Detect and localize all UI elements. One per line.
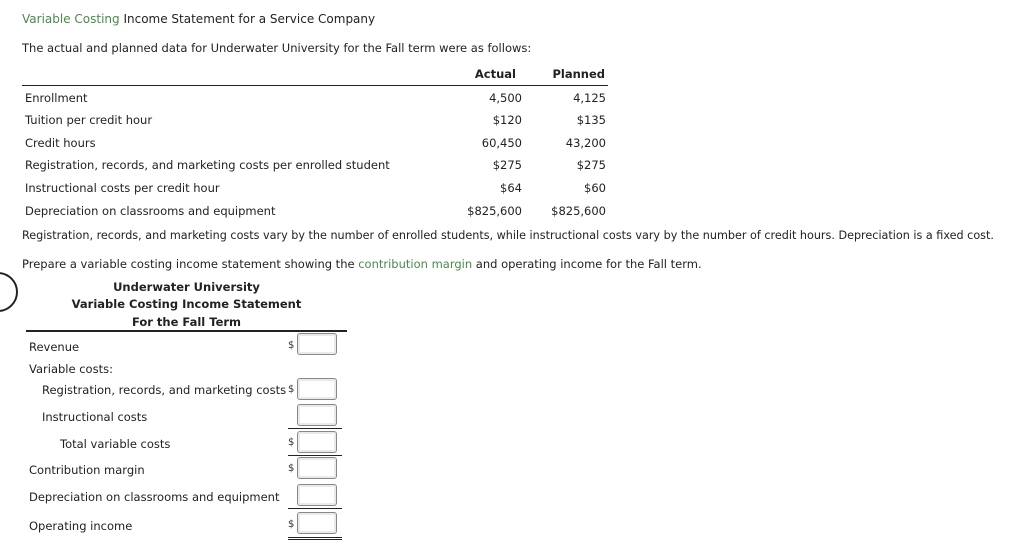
depreciation-rule: [288, 508, 342, 509]
row-label-credit-hours: Credit hours: [25, 136, 96, 150]
intro-text: The actual and planned data for Underwater University for the Fall term were as follows:: [22, 41, 532, 55]
total-variable-dollar: $: [288, 437, 295, 448]
page-title: [22, 12, 375, 26]
contribution-margin-input[interactable]: [297, 457, 337, 479]
row-actual-instructional: $64: [500, 181, 522, 195]
revenue-input[interactable]: [297, 333, 337, 355]
row-actual-depreciation: $825,600: [467, 204, 522, 218]
row-label-depreciation: Depreciation on classrooms and equipment: [25, 204, 276, 218]
statement-period: For the Fall Term: [131, 315, 242, 329]
title-link[interactable]: Variable Costing: [22, 12, 120, 26]
depreciation-label: Depreciation on classrooms and equipment: [29, 490, 280, 504]
revenue-label: Revenue: [29, 340, 80, 354]
prompt-before: Prepare a variable costing income statement showing the: [22, 257, 359, 271]
row-planned-instructional: $60: [584, 181, 606, 195]
registration-dollar: $: [288, 384, 295, 395]
operating-income-label: Operating income: [29, 519, 133, 533]
step-indicator-circle: [0, 272, 18, 312]
revenue-dollar: $: [288, 340, 295, 351]
table-header-rule: [22, 85, 608, 86]
contribution-margin-dollar: $: [288, 463, 295, 474]
row-actual-enrollment: 4,500: [489, 91, 522, 105]
operating-income-input[interactable]: [297, 512, 337, 534]
row-label-instructional: Instructional costs per credit hour: [25, 181, 220, 195]
subtotal-rule: [288, 428, 342, 429]
final-double-rule: [288, 537, 342, 540]
instructional-input[interactable]: [297, 404, 337, 426]
row-planned-depreciation: $825,600: [551, 204, 606, 218]
row-actual-tuition: $120: [492, 113, 522, 127]
row-actual-credit-hours: 60,450: [481, 136, 522, 150]
contribution-margin-label: Contribution margin: [29, 463, 145, 477]
header-actual: Actual: [474, 67, 516, 81]
title-rest: Income Statement for a Service Company: [119, 12, 376, 26]
row-label-enrollment: Enrollment: [25, 91, 88, 105]
variable-costs-label: Variable costs:: [29, 362, 113, 376]
note-text: Registration, records, and marketing costs vary by the number of enrolled students, while instructional costs vary by the number of credit hours. Depreciation is a fixed cost.: [22, 229, 994, 242]
prompt-text: [22, 257, 702, 271]
registration-input[interactable]: [297, 378, 337, 400]
row-label-tuition: Tuition per credit hour: [25, 113, 153, 127]
total-variable-costs-input[interactable]: [297, 431, 337, 453]
row-planned-enrollment: 4,125: [573, 91, 606, 105]
instructional-costs-label: Instructional costs: [42, 410, 148, 424]
row-planned-credit-hours: 43,200: [565, 136, 606, 150]
row-actual-registration: $275: [492, 158, 522, 172]
row-planned-tuition: $135: [576, 113, 606, 127]
row-planned-registration: $275: [576, 158, 606, 172]
prompt-after: and operating income for the Fall term.: [472, 257, 702, 271]
statement-company: Underwater University: [113, 280, 260, 294]
row-label-registration: Registration, records, and marketing costs per enrolled student: [25, 158, 390, 172]
total-variable-rule: [288, 455, 342, 456]
total-variable-costs-label: Total variable costs: [60, 437, 171, 451]
contribution-margin-link[interactable]: contribution margin: [358, 257, 473, 271]
operating-income-dollar: $: [288, 519, 295, 530]
depreciation-input[interactable]: [297, 484, 337, 506]
statement-title: Variable Costing Income Statement: [71, 297, 302, 311]
statement-header-rule: [26, 330, 347, 332]
registration-costs-label: Registration, records, and marketing costs: [42, 383, 287, 397]
header-planned: Planned: [552, 67, 605, 81]
